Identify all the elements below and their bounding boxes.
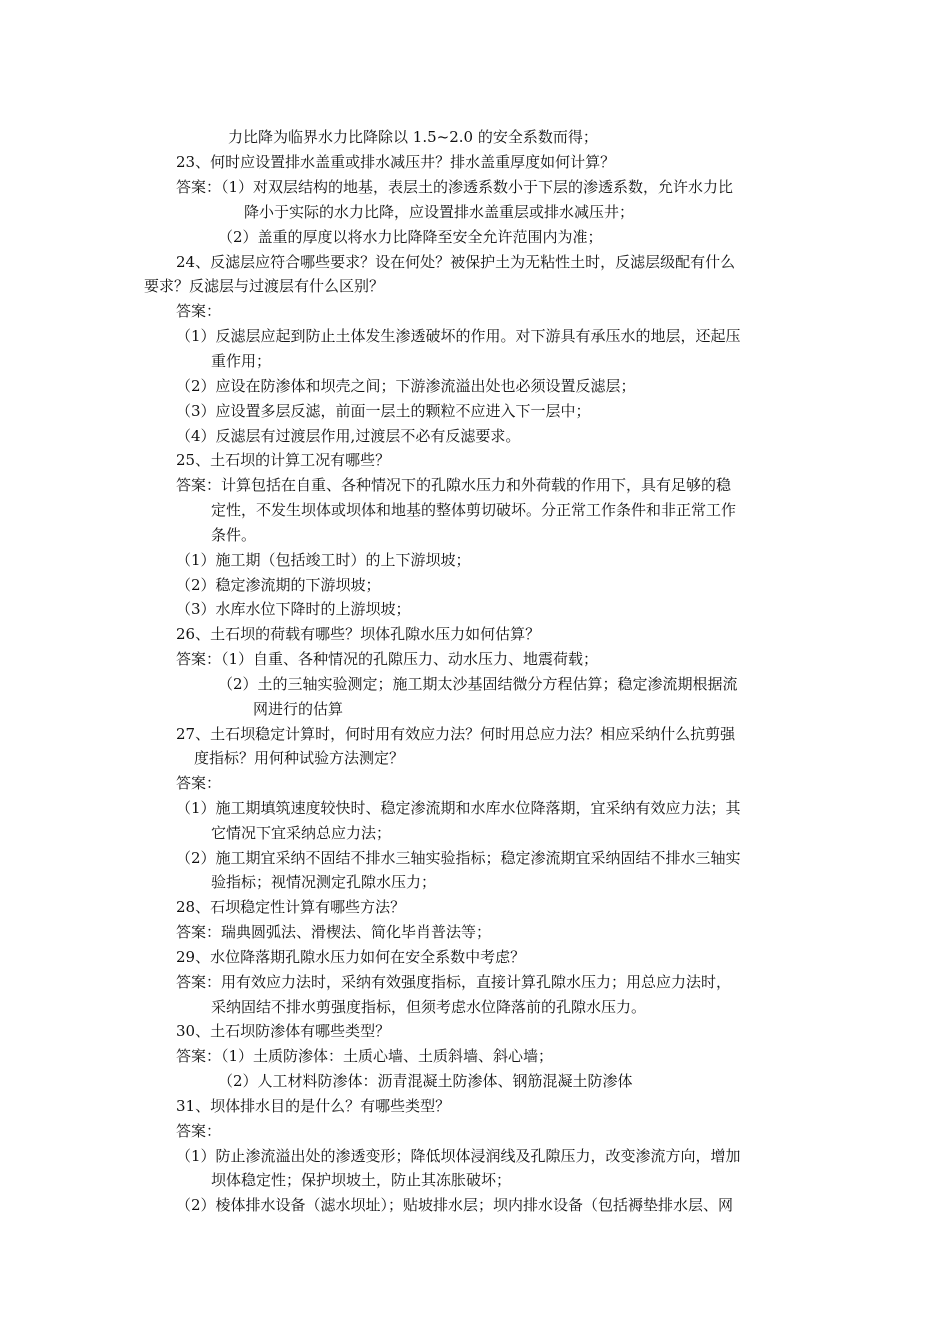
answer-label: 答案： [176,302,222,320]
answer-line: 答案：（1）对双层结构的地基，表层土的渗透系数小于下层的渗透系数，允许水力比 [176,178,734,196]
answer-line: 答案：（1）土质防渗体：土质心墙、土质斜墙、斜心墙； [176,1047,554,1065]
text-line: （1）施工期（包括竣工时）的上下游坝坡； [176,551,471,569]
question-29: 29、水位降落期孔隙水压力如何在安全系数中考虑？ [176,948,526,966]
answer-label: 答案： [176,774,222,792]
text-line: 坝体稳定性；保护坝坡土，防止其冻胀破坏； [211,1171,512,1189]
answer-line: 答案：计算包括在自重、各种情况下的孔隙水压力和外荷载的作用下，具有足够的稳 [176,476,732,494]
text-line: 它情况下宜采纳总应力法； [211,824,392,842]
question-24: 24、反滤层应符合哪些要求？设在何处？被保护土为无粘性土时，反滤层级配有什么 [176,253,736,271]
question-26: 26、土石坝的荷载有哪些？坝体孔隙水压力如何估算？ [176,625,541,643]
text-line: （2）棱体排水设备（滤水坝址）；贴坡排水层；坝内排水设备（包括褥垫排水层、网 [176,1196,734,1214]
text-line: （2）稳定渗流期的下游坝坡； [176,576,381,594]
text-line: （1）施工期填筑速度较快时、稳定渗流期和水库水位降落期，宜采纳有效应力法；其 [176,799,741,817]
answer-line: 答案：瑞典圆弧法、滑楔法、简化毕肖普法等； [176,923,492,941]
text-line: 重作用； [211,352,272,370]
text-line: 采纳固结不排水剪强度指标，但须考虑水位降落前的孔隙水压力。 [211,998,647,1016]
question-23: 23、何时应设置排水盖重或排水减压井？排水盖重厚度如何计算？ [176,153,616,171]
text-line: 力比降为临界水力比降除以 1.5~2.0 的安全系数而得； [228,128,598,146]
answer-line: 答案：（1）自重、各种情况的孔隙压力、动水压力、地震荷载； [176,650,599,668]
text-line: （3）应设置多层反滤，前面一层土的颗粒不应进入下一层中； [176,402,591,420]
text-line: （3）水库水位下降时的上游坝坡； [176,600,411,618]
text-line: 验指标；视情况测定孔隙水压力； [211,873,437,891]
answer-label: 答案： [176,1122,222,1140]
text-line: （2）人工材料防渗体：沥青混凝土防渗体、钢筋混凝土防渗体 [218,1072,633,1090]
text-line: 要求？反滤层与过渡层有什么区别？ [144,277,385,295]
text-line: （1）防止渗流溢出处的渗透变形；降低坝体浸润线及孔隙压力，改变渗流方向，增加 [176,1147,741,1165]
text-line: （2）土的三轴实验测定；施工期太沙基固结微分方程估算；稳定渗流期根据流 [218,675,738,693]
text-line: 度指标？用何种试验方法测定？ [194,749,405,767]
text-line: （4）反滤层有过渡层作用,过渡层不必有反滤要求。 [176,427,521,445]
text-line: （2）盖重的厚度以将水力比降降至安全允许范围内为准； [218,228,603,246]
text-line: 定性，不发生坝体或坝体和地基的整体剪切破坏。分正常工作条件和非正常工作 [211,501,737,519]
text-line: （2）施工期宜采纳不固结不排水三轴实验指标；稳定渗流期宜采纳固结不排水三轴实 [176,849,741,867]
question-31: 31、坝体排水目的是什么？有哪些类型？ [176,1097,451,1115]
question-25: 25、土石坝的计算工况有哪些？ [176,451,391,469]
text-line: 条件。 [211,526,257,544]
question-28: 28、石坝稳定性计算有哪些方法？ [176,898,406,916]
text-line: （1）反滤层应起到防止土体发生渗透破坏的作用。对下游具有承压水的地层，还起压 [176,327,741,345]
text-line: （2）应设在防渗体和坝壳之间；下游渗流溢出处也必须设置反滤层； [176,377,636,395]
question-30: 30、土石坝防渗体有哪些类型？ [176,1022,391,1040]
text-line: 降小于实际的水力比降，应设置排水盖重层或排水减压井； [244,203,635,221]
question-27: 27、土石坝稳定计算时，何时用有效应力法？何时用总应力法？相应采纳什么抗剪强 [176,725,736,743]
text-line: 网进行的估算 [253,700,344,718]
answer-line: 答案：用有效应力法时，采纳有效强度指标，直接计算孔隙水压力；用总应力法时， [176,973,732,991]
